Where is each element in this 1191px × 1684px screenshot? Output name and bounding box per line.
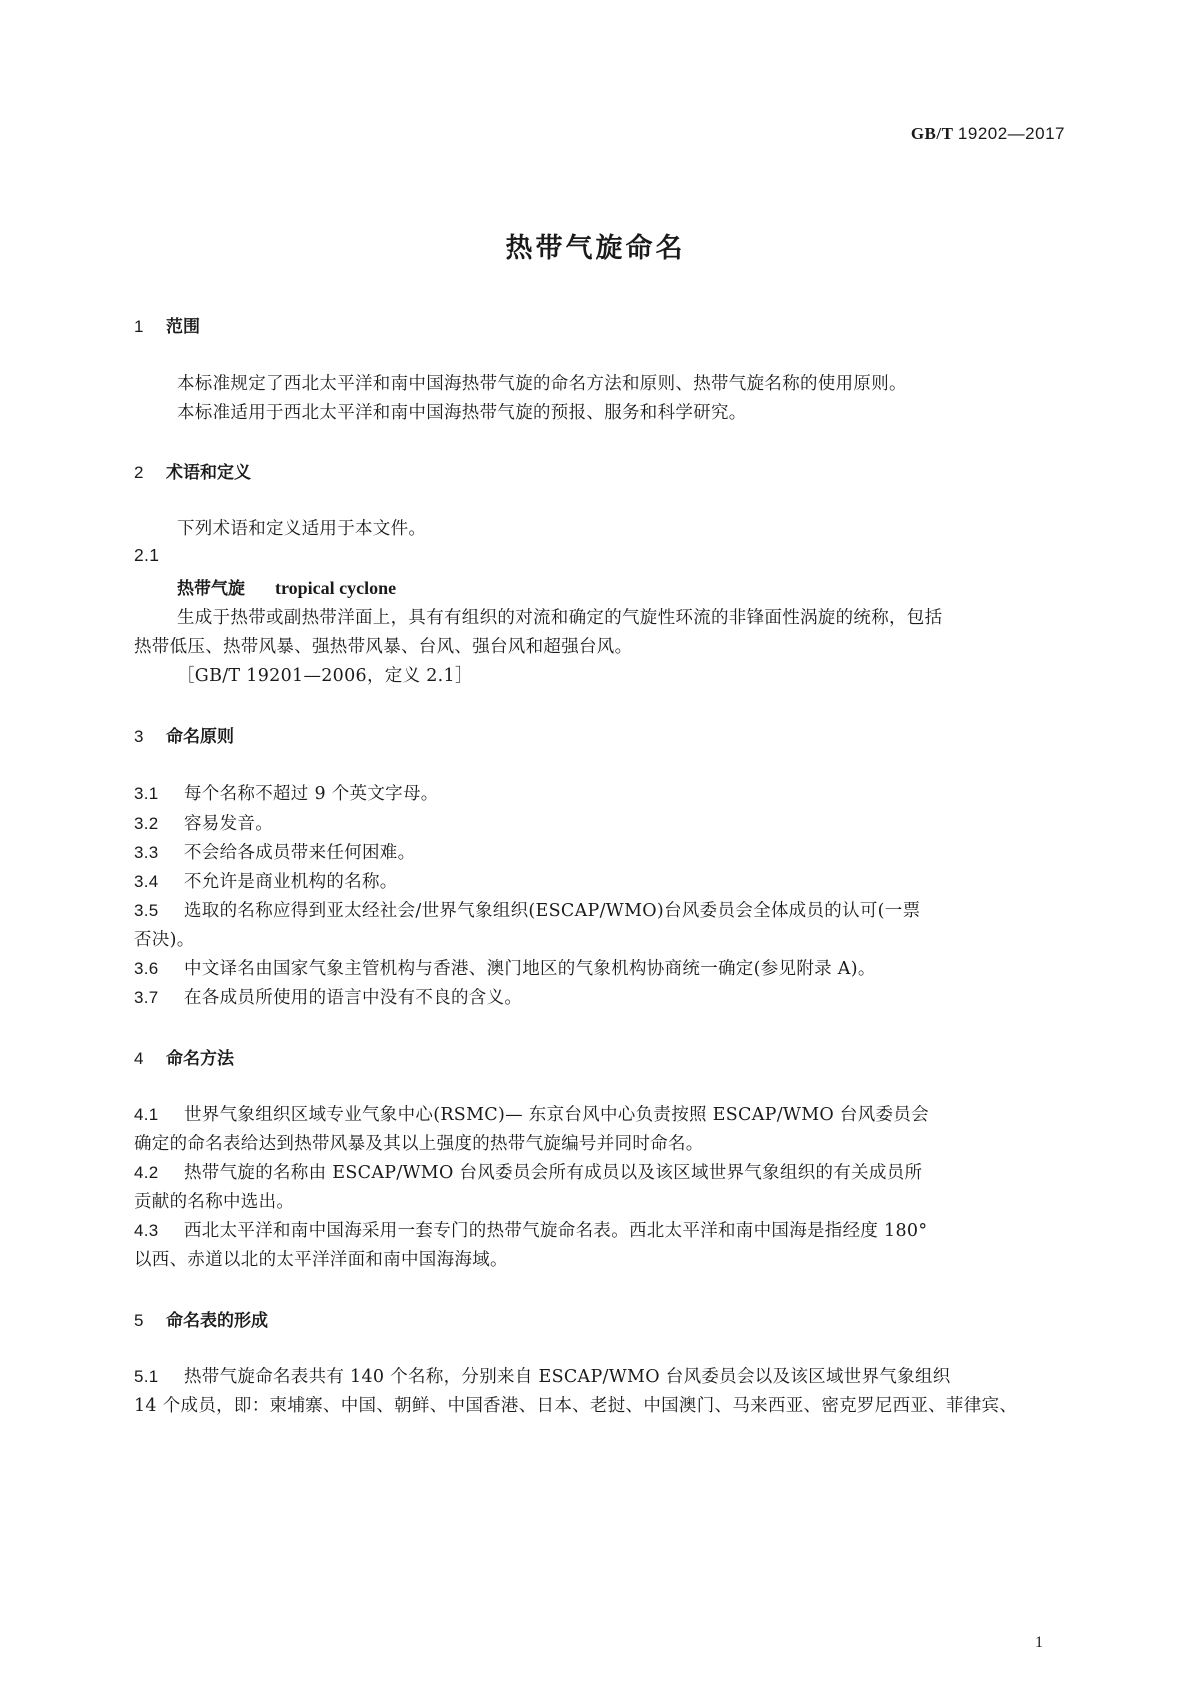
- section-number: 2: [134, 463, 144, 482]
- clause-number: 4.1: [134, 1105, 159, 1124]
- section-number: 4: [134, 1049, 144, 1068]
- section-title: 命名原则: [166, 727, 234, 747]
- clause: [134, 1217, 927, 1242]
- clause: [134, 1363, 951, 1388]
- clause-text: 中文译名由国家气象主管机构与香港、澳门地区的气象机构协商统一确定(参见附录 A)。: [184, 959, 876, 979]
- clause-text: 容易发音。: [184, 814, 273, 834]
- definition-line: 生成于热带或副热带洋面上，具有有组织的对流和确定的气旋性环流的非锋面性涡旋的统称，包括: [177, 608, 943, 628]
- standard-number: 19202—2017: [957, 124, 1065, 143]
- clause-number: 3.2: [134, 814, 159, 833]
- section-3-heading: [134, 722, 234, 747]
- clause-text: 热带气旋的名称由 ESCAP/WMO 台风委员会所有成员以及该区域世界气象组织的有关成员所: [184, 1163, 923, 1183]
- section-number: 3: [134, 727, 144, 746]
- term-chinese: 热带气旋: [177, 579, 245, 599]
- clause-continuation: 14 个成员，即：柬埔寨、中国、朝鲜、中国香港、日本、老挝、中国澳门、马来西亚、密克罗尼西亚、菲律宾、: [134, 1396, 1018, 1416]
- clause-number: 3.1: [134, 784, 159, 803]
- clause-number: 4.3: [134, 1221, 159, 1240]
- clause-number: 3.7: [134, 988, 159, 1007]
- section-number: 1: [134, 317, 144, 336]
- clause-number: 4.2: [134, 1163, 159, 1182]
- standard-code: [911, 124, 1065, 144]
- clause-text: 选取的名称应得到亚太经社会/世界气象组织(ESCAP/WMO)台风委员会全体成员的认可(一票: [184, 901, 921, 921]
- section-title: 范围: [166, 317, 200, 337]
- clause: [134, 780, 439, 805]
- clause-text: 热带气旋命名表共有 140 个名称，分别来自 ESCAP/WMO 台风委员会以及该区域世界气象组织: [184, 1367, 951, 1387]
- section-1-heading: [134, 312, 200, 337]
- clause-text: 世界气象组织区域专业气象中心(RSMC)— 东京台风中心负责按照 ESCAP/WMO 台风委员会: [184, 1105, 929, 1125]
- definition-line: 热带低压、热带风暴、强热带风暴、台风、强台风和超强台风。: [134, 637, 633, 657]
- clause-continuation: 贡献的名称中选出。: [134, 1192, 295, 1212]
- clause-continuation: 确定的命名表给达到热带风暴及其以上强度的热带气旋编号并同时命名。: [134, 1134, 704, 1154]
- document-title: 热带气旋命名: [505, 233, 686, 264]
- clause-number: 2.1: [134, 545, 160, 565]
- clause: [134, 810, 273, 835]
- clause-number: 3.3: [134, 843, 159, 862]
- paragraph: 下列术语和定义适用于本文件。: [177, 519, 427, 539]
- paragraph: 本标准适用于西北太平洋和南中国海热带气旋的预报、服务和科学研究。: [177, 403, 747, 423]
- section-5-heading: [134, 1306, 268, 1331]
- clause: [134, 1101, 929, 1126]
- clause: [134, 955, 876, 980]
- term-entry: [177, 574, 396, 599]
- definition-source: ［GB/T 19201—2006，定义 2.1］: [177, 666, 473, 686]
- paragraph: 本标准规定了西北太平洋和南中国海热带气旋的命名方法和原则、热带气旋名称的使用原则。: [177, 374, 907, 394]
- section-title: 术语和定义: [166, 463, 251, 483]
- term-english: tropical cyclone: [275, 578, 397, 598]
- page-number: 1: [1035, 1634, 1043, 1651]
- section-title: 命名方法: [166, 1049, 234, 1069]
- clause: [134, 868, 398, 893]
- clause-text: 西北太平洋和南中国海采用一套专门的热带气旋命名表。西北太平洋和南中国海是指经度 180°: [184, 1221, 928, 1241]
- clause-continuation: 以西、赤道以北的太平洋洋面和南中国海海域。: [134, 1250, 508, 1270]
- section-4-heading: [134, 1044, 234, 1069]
- clause-number: 3.6: [134, 959, 159, 978]
- clause-text: 不会给各成员带来任何困难。: [184, 843, 416, 863]
- clause-number: 5.1: [134, 1367, 159, 1386]
- clause-number: 3.4: [134, 872, 159, 891]
- clause: [134, 1159, 922, 1184]
- clause-continuation: 否决)。: [134, 930, 195, 950]
- section-2-heading: [134, 458, 251, 483]
- clause: [134, 984, 522, 1009]
- clause-text: 不允许是商业机构的名称。: [184, 872, 398, 892]
- section-number: 5: [134, 1311, 144, 1330]
- section-title: 命名表的形成: [166, 1311, 268, 1331]
- standard-prefix: GB/T: [910, 124, 954, 143]
- clause-text: 每个名称不超过 9 个英文字母。: [184, 784, 439, 804]
- clause: [134, 897, 920, 922]
- clause-number: 3.5: [134, 901, 159, 920]
- clause-text: 在各成员所使用的语言中没有不良的含义。: [184, 988, 523, 1008]
- clause: [134, 839, 415, 864]
